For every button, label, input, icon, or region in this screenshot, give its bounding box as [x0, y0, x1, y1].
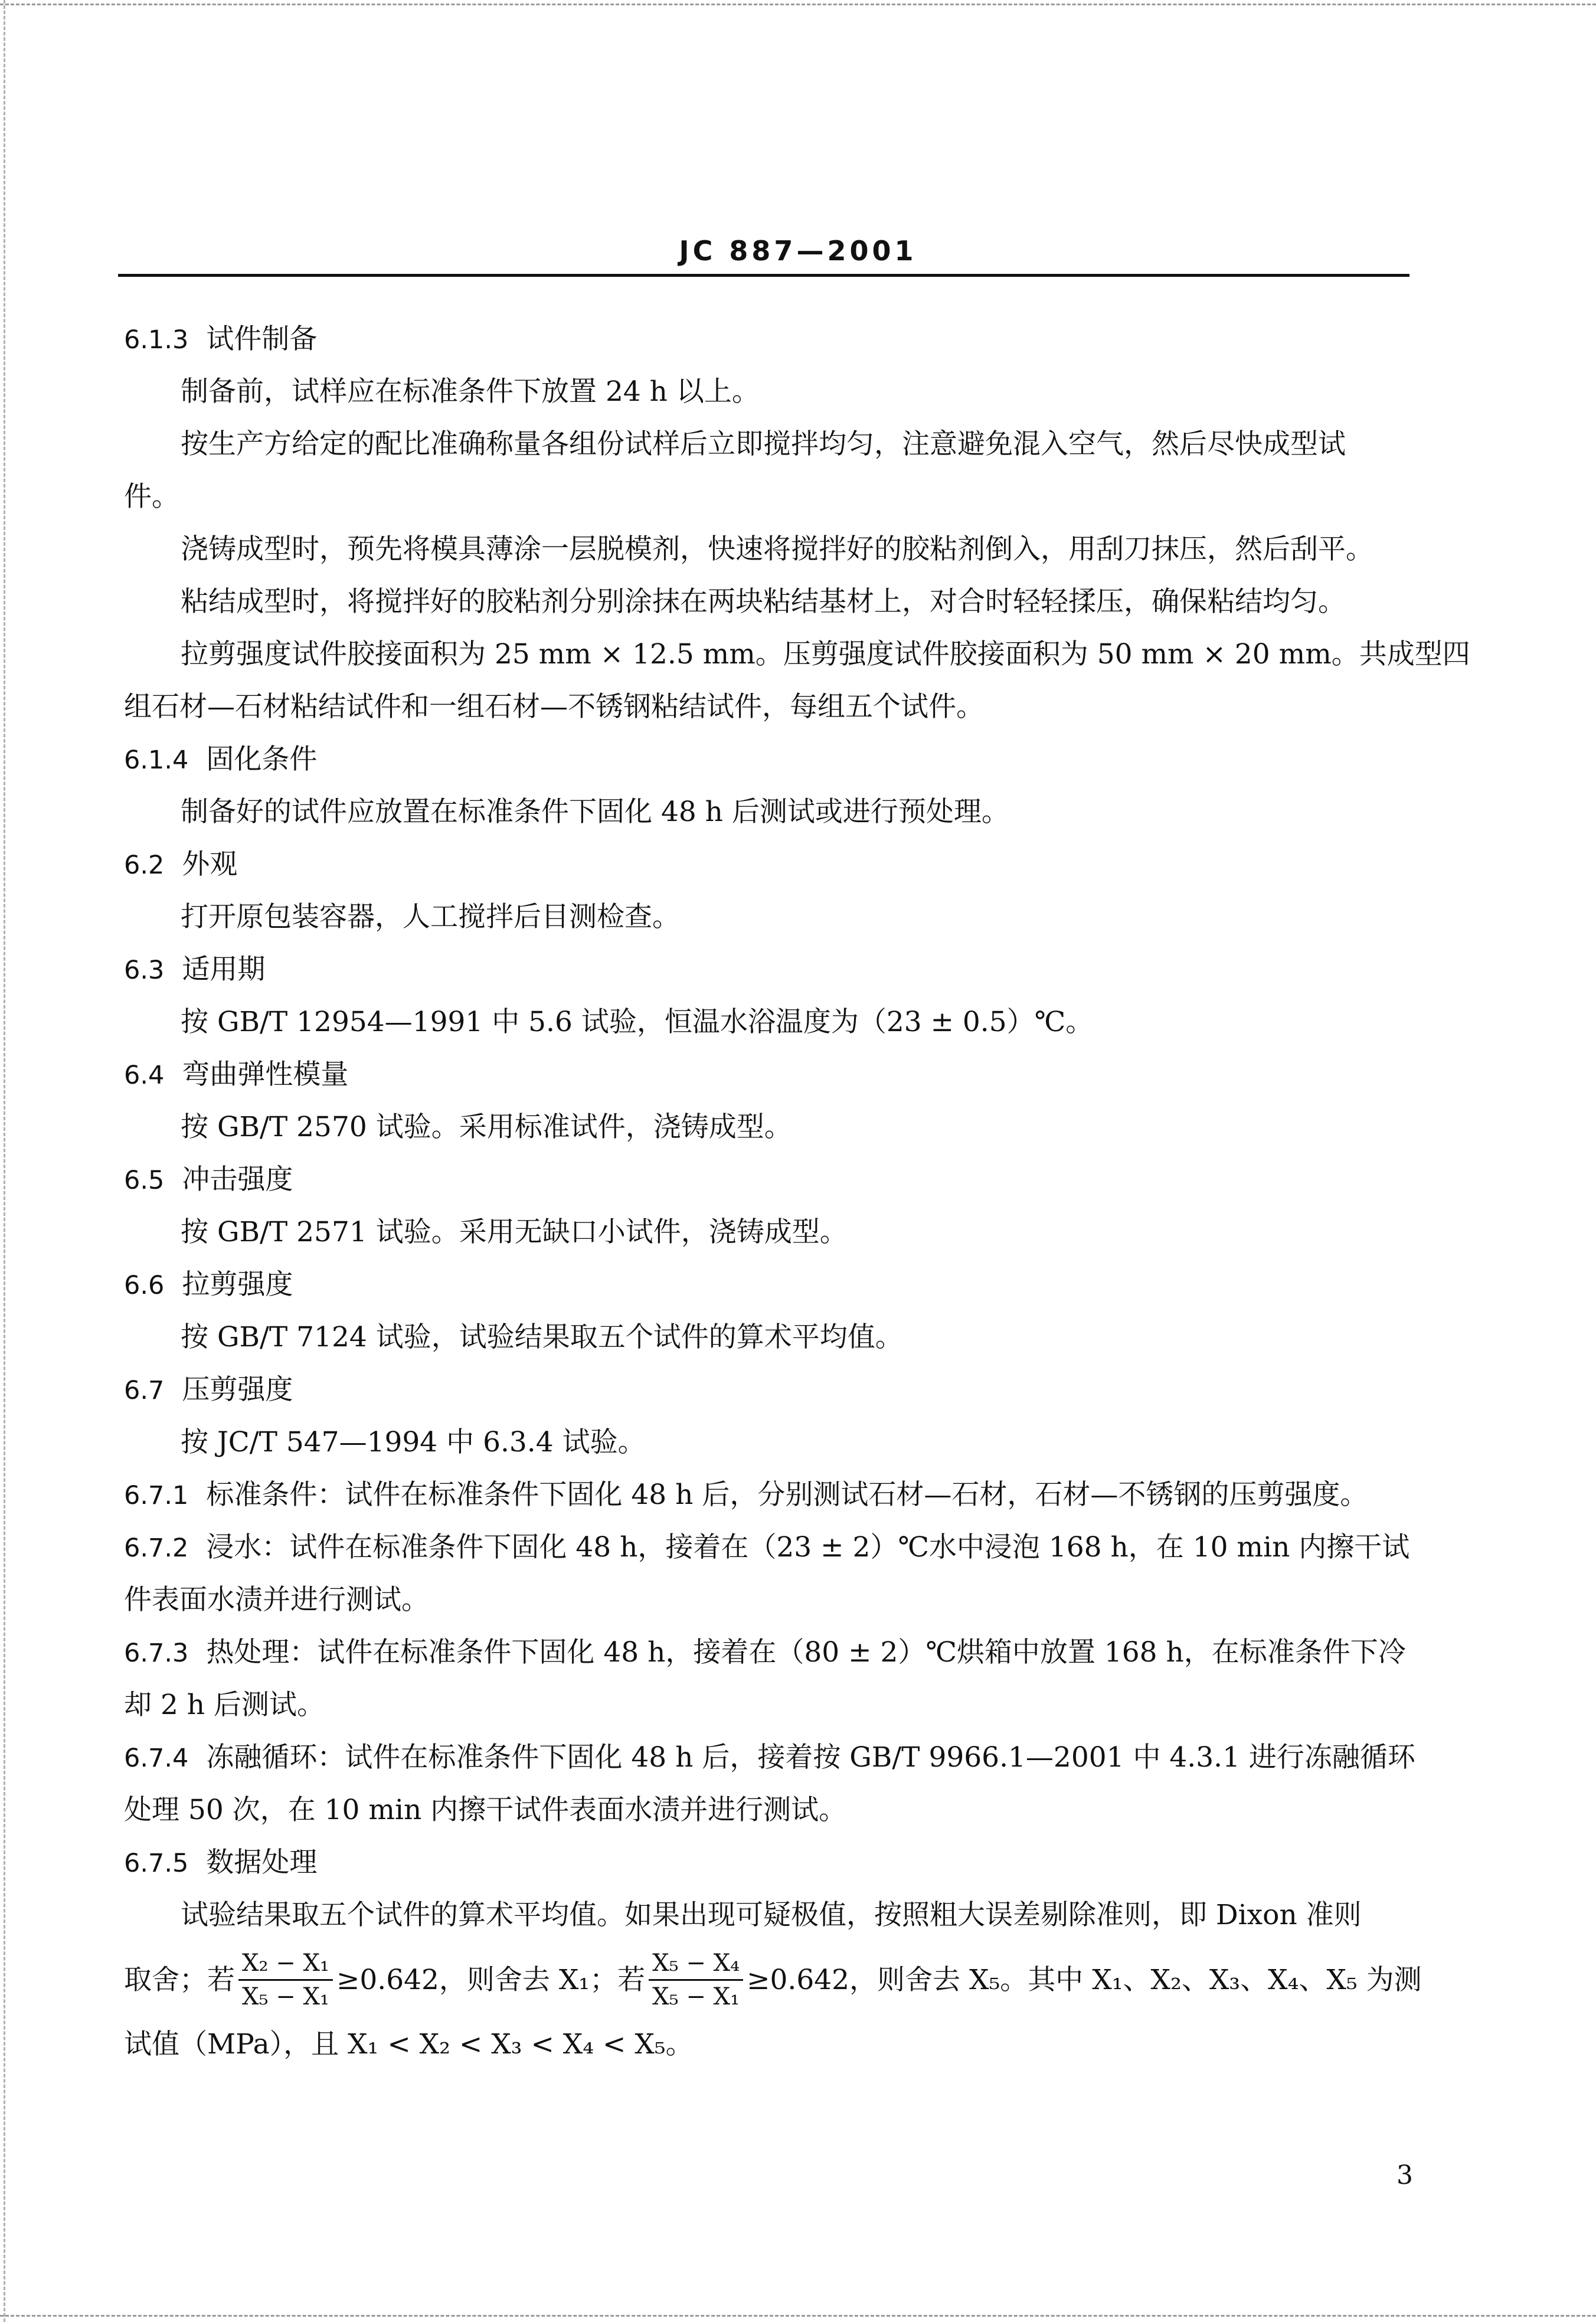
paragraph: 按 GB/T 2571 试验。采用无缺口小试件，浇铸成型。 [181, 1216, 848, 1248]
paragraph: 按 GB/T 12954—1991 中 5.6 试验，恒温水浴温度为（23 ± 0.5）℃。 [181, 1006, 1094, 1038]
paragraph-continuation: 件。 [124, 480, 179, 513]
subsection: 6.7.3 热处理：试件在标准条件下固化 48 h，接着在（80 ± 2）℃烘箱中放置 168 h，在标准条件下冷 [124, 1636, 1406, 1669]
paragraph-continuation: 试值（MPa），且 X₁ < X₂ < X₃ < X₄ < X₅。 [124, 2028, 694, 2061]
section-heading: 6.4 弯曲弹性模量 [124, 1058, 349, 1091]
subsection: 6.7.1 标准条件：试件在标准条件下固化 48 h 后，分别测试石材—石材，石材—不锈钢的压剪强度。 [124, 1479, 1368, 1511]
paragraph-continuation: 处理 50 次，在 10 min 内擦干试件表面水渍并进行测试。 [124, 1794, 847, 1826]
paragraph: 粘结成型时，将搅拌好的胶粘剂分别涂抹在两块粘结基材上，对合时轻轻揉压，确保粘结均匀。 [181, 586, 1346, 618]
paragraph: 制备前，试样应在标准条件下放置 24 h 以上。 [181, 375, 760, 408]
document-body [124, 313, 1470, 2071]
section-heading: 6.7 压剪强度 [124, 1373, 293, 1406]
paragraph: 按 GB/T 7124 试验，试验结果取五个试件的算术平均值。 [181, 1321, 903, 1353]
page-header: JC 887—2001 [679, 235, 917, 267]
paragraph-continuation: 组石材—石材粘结试件和一组石材—不锈钢粘结试件，每组五个试件。 [124, 691, 984, 723]
section-heading: 6.1.4 固化条件 [124, 743, 318, 776]
dixon-formula-line: 取舍；若 $\frac{\text{X₂ − X₁}}{\text{X₅ − X₁}}$ ≥0.642，则舍去 X₁；若 $\frac{\text{X₅ − X₄}}{\text{X₅ − X₁}}$ ≥0.642，则舍去 X₅。其中 X₁、X₂、X₃、X₄、X₅ 为测 [124, 1941, 1406, 2018]
subsection: 6.7.2 浸水：试件在标准条件下固化 48 h，接着在（23 ± 2）℃水中浸泡 168 h，在 10 min 内擦干试 [124, 1531, 1410, 1564]
section-heading: 6.1.3 试件制备 [124, 323, 318, 355]
section-heading: 6.6 拉剪强度 [124, 1268, 293, 1301]
section-heading: 6.3 适用期 [124, 953, 266, 986]
scan-edge-top [0, 4, 1596, 5]
fraction-low-outlier: $\frac{\text{X₂ − X₁}}{\text{X₅ − X₁}}$ [238, 1947, 333, 2013]
paragraph: 按 JC/T 547—1994 中 6.3.4 试验。 [181, 1426, 646, 1458]
paragraph: 试验结果取五个试件的算术平均值。如果出现可疑极值，按照粗大误差剔除准则，即 Dixon 准则 [181, 1899, 1362, 1931]
page-number: 3 [1396, 2160, 1413, 2190]
paragraph: 打开原包装容器，人工搅拌后目测检查。 [181, 901, 680, 933]
fraction-high-outlier: $\frac{\text{X₅ − X₄}}{\text{X₅ − X₁}}$ [649, 1947, 743, 2013]
scan-edge-bottom [0, 2315, 1596, 2317]
scan-edge-left [4, 0, 5, 2322]
paragraph: 制备好的试件应放置在标准条件下固化 48 h 后测试或进行预处理。 [181, 796, 1009, 828]
subsection: 6.7.4 冻融循环：试件在标准条件下固化 48 h 后，接着按 GB/T 9966.1—2001 中 4.3.1 进行冻融循环 [124, 1741, 1415, 1774]
header-rule [118, 274, 1409, 277]
paragraph: 浇铸成型时，预先将模具薄涂一层脱模剂，快速将搅拌好的胶粘剂倒入，用刮刀抹压，然后刮平。 [181, 533, 1373, 565]
paragraph: 按生产方给定的配比准确称量各组份试样后立即搅拌均匀，注意避免混入空气，然后尽快成型试 [181, 428, 1346, 460]
paragraph: 拉剪强度试件胶接面积为 25 mm × 12.5 mm。压剪强度试件胶接面积为 50 mm × 20 mm。共成型四 [181, 638, 1470, 671]
paragraph-continuation: 件表面水渍并进行测试。 [124, 1584, 429, 1616]
section-heading: 6.5 冲击强度 [124, 1163, 293, 1196]
subsection: 6.7.5 数据处理 [124, 1846, 318, 1879]
paragraph: 按 GB/T 2570 试验。采用标准试件，浇铸成型。 [181, 1111, 792, 1143]
paragraph-continuation: 却 2 h 后测试。 [124, 1689, 325, 1721]
section-heading: 6.2 外观 [124, 848, 238, 881]
